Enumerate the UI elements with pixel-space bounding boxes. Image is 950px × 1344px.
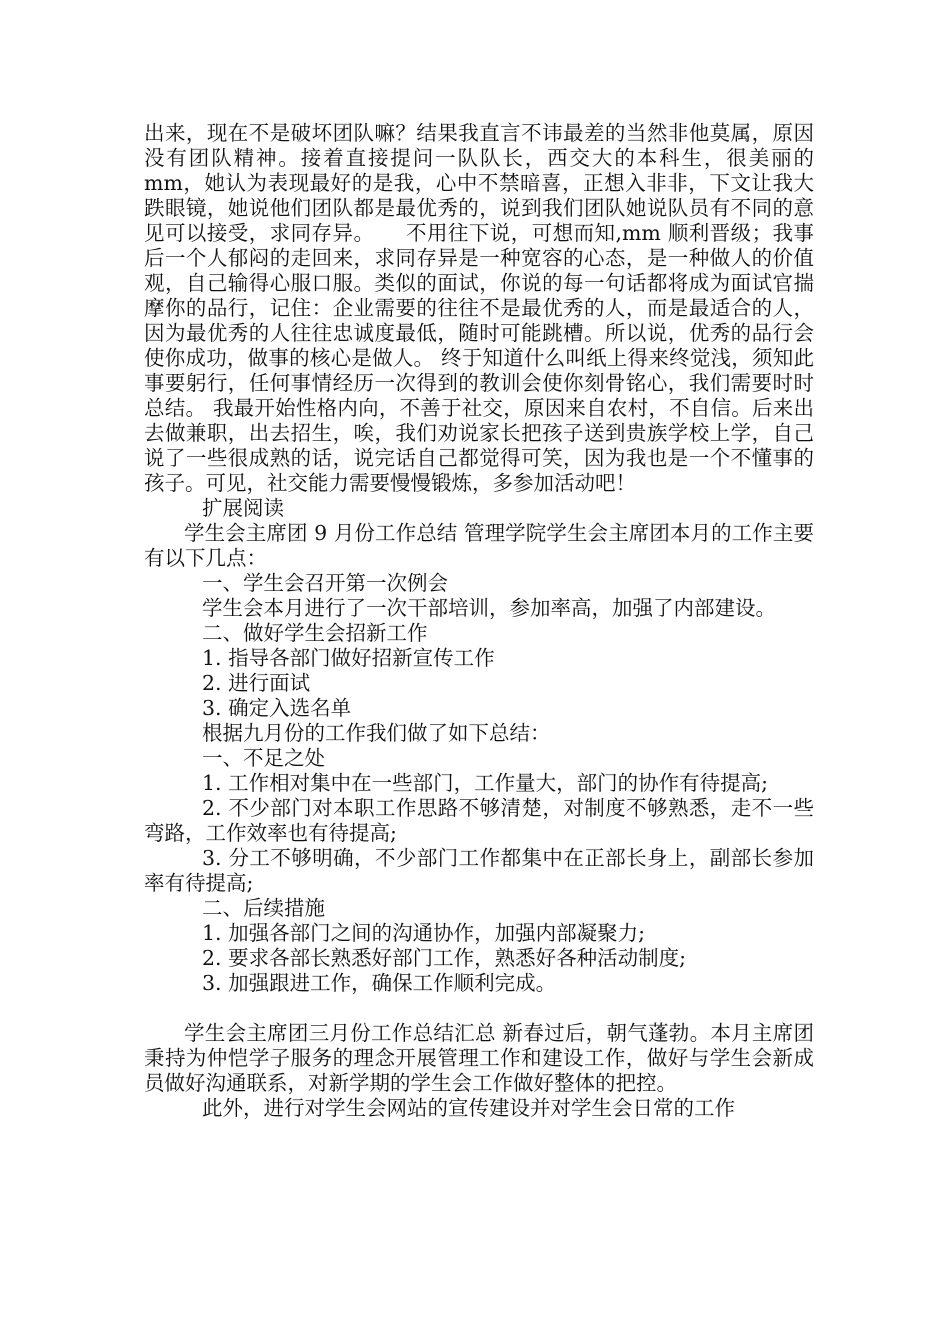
list-item: 3. 加强跟进工作，确保工作顺利完成。 bbox=[202, 971, 557, 995]
list-item: 3. 确定入选名单 bbox=[202, 696, 352, 720]
section-heading: 二、后续措施 bbox=[202, 896, 325, 920]
paragraph: 学生会本月进行了一次干部培训，参加率高，加强了内部建设。 bbox=[202, 596, 776, 620]
section-heading: 一、学生会召开第一次例会 bbox=[202, 571, 448, 595]
document-body bbox=[144, 121, 814, 1121]
list-item: 1. 指导各部门做好招新宣传工作 bbox=[202, 646, 495, 670]
list-item: 2. 不少部门对本职工作思路不够清楚，对制度不够熟悉，走不一些弯路，工作效率也有待提高; bbox=[144, 796, 814, 845]
list-item: 2. 要求各部长熟悉好部门工作，熟悉好各种活动制度; bbox=[202, 946, 686, 970]
list-item: 1. 工作相对集中在一些部门，工作量大，部门的协作有待提高; bbox=[202, 771, 768, 795]
paragraph: 出来，现在不是破坏团队嘛？结果我直言不讳最差的当然非他莫属，原因没有团队精神。接着直接提问一队队长，西交大的本科生，很美丽的 mm，她认为表现最好的是我，心中不禁暗喜，正想入非非，下文让我大跌眼镜，她说他们团队都是最优秀的，说到我们团队她说队员有不同的意见可以接受，求同存异。 不用往下说，可想而知,mm 顺利晋级；我事后一个人郁闷的走回来，求同存异是一种宽容的心态，是一种做人的价值观，自己输得心服口服。类似的面试，你说的每一句话都将成为面试官揣摩你的品行，记住：企业需要的往往不是最优秀的人，而是最适合的人，因为最优秀的人往往忠诚度最低，随时可能跳槽。所以说，优秀的品行会使你成功，做事的核心是做人。 终于知道什么叫纸上得来终觉浅，须知此事要躬行，任何事情经历一次得到的教训会使你刻骨铭心，我们需要时时总结。 我最开始性格内向，不善于社交，原因来自农村，不自信。后来出去做兼职，出去招生，唉，我们劝说家长把孩子送到贵族学校上学，自己说了一些很成熟的话，说完话自己都觉得可笑，因为我也是一个不懂事的孩子。可见，社交能力需要慢慢锻炼，多参加活动吧！ bbox=[144, 121, 814, 495]
paragraph: 学生会主席团三月份工作总结汇总 新春过后，朝气蓬勃。本月主席团秉持为仲恺学子服务的理念开展管理工作和建设工作，做好与学生会新成员做好沟通联系，对新学期的学生会工作做好整体的把控。 bbox=[144, 1021, 814, 1095]
section-heading: 二、做好学生会招新工作 bbox=[202, 621, 428, 645]
paragraph: 根据九月份的工作我们做了如下总结： bbox=[202, 721, 551, 745]
list-item: 1. 加强各部门之间的沟通协作，加强内部凝聚力; bbox=[202, 921, 645, 945]
list-item: 3. 分工不够明确，不少部门工作都集中在正部长身上，副部长参加率有待提高; bbox=[144, 846, 814, 895]
paragraph: 学生会主席团 9 月份工作总结 管理学院学生会主席团本月的工作主要有以下几点： bbox=[144, 521, 814, 570]
paragraph: 此外，进行对学生会网站的宣传建设并对学生会日常的工作 bbox=[202, 1096, 735, 1120]
section-heading: 扩展阅读 bbox=[202, 496, 284, 520]
list-item: 2. 进行面试 bbox=[202, 671, 311, 695]
section-heading: 一、不足之处 bbox=[202, 746, 325, 770]
